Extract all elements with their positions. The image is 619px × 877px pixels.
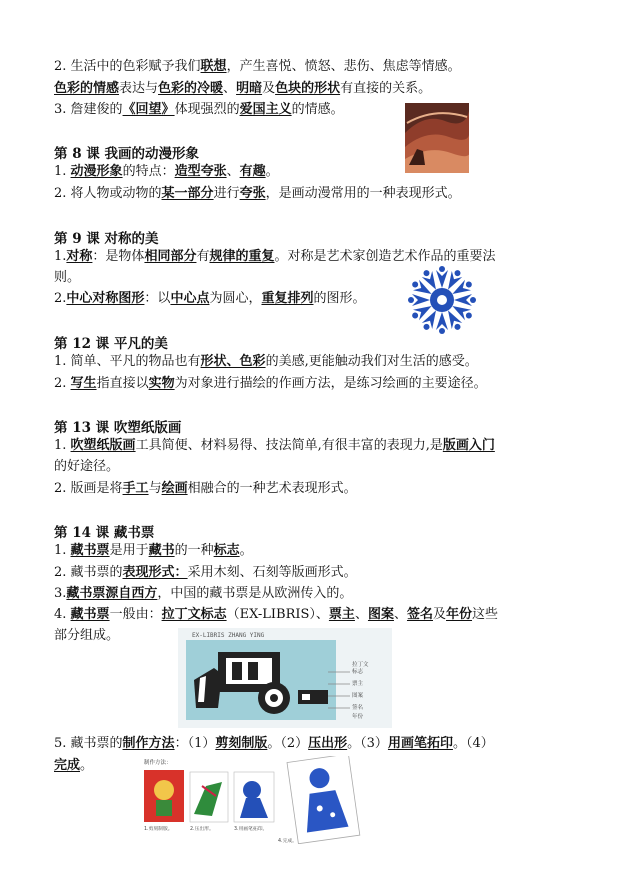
keyword: 压出形 — [308, 736, 348, 751]
keyword: 形状、色彩 — [200, 354, 266, 369]
lesson-heading: 第 14 课 藏书票 — [54, 525, 155, 541]
bookplate-label: 图案 — [352, 693, 364, 699]
keyword: 动漫形象 — [70, 164, 123, 179]
keyword: 某一部分 — [161, 186, 214, 201]
lesson-heading: 第 12 课 平凡的美 — [54, 336, 168, 352]
keyword: 《回望》 — [122, 102, 175, 117]
keyword: 中心对称图形 — [66, 291, 145, 306]
keyword: 规律的重复 — [209, 249, 275, 264]
keyword: 藏书票 — [70, 607, 110, 622]
keyword: 对称 — [66, 249, 93, 264]
text-line: 部分组成。 — [54, 628, 120, 643]
text-line: 2. 生活中的色彩赋予我们联想，产生喜悦、愤怒、悲伤、焦虑等情感。 — [54, 59, 461, 74]
text-line: 1. 吹塑纸版画工具简便、材料易得、技法简单,有很丰富的表现力,是版画入门 — [54, 438, 495, 453]
keyword: 夸张 — [239, 186, 266, 201]
text-line: 2.中心对称图形：以中心点为圆心，重复排列的图形。 — [54, 291, 366, 306]
text-line: 则。 — [54, 270, 81, 285]
keyword: 手工 — [122, 481, 149, 496]
text-line: 1. 藏书票是用于藏书的一种标志。 — [54, 543, 253, 558]
keyword: 造型夸张 — [174, 164, 227, 179]
bookplate-label: 拉丁文 — [352, 662, 369, 668]
keyword: 吹塑纸版画 — [70, 438, 136, 453]
text-line: 4. 藏书票一般由：拉丁文标志（EX-LIBRIS）、票主、图案、签名及年份这些 — [54, 607, 499, 622]
text-line: 2. 写生指直接以实物为对象进行描绘的作画方法，是练习绘画的主要途径。 — [54, 376, 487, 391]
keyword: 绘画 — [161, 481, 188, 496]
keyword: 版画入门 — [442, 438, 495, 453]
bookplate-label: 签名 — [352, 705, 364, 711]
bookplate-label: 年份 — [352, 714, 364, 720]
lesson-heading: 第 13 课 吹塑纸版画 — [54, 420, 182, 436]
text-line: 1. 动漫形象的特点：造型夸张、有趣。 — [54, 164, 279, 179]
keyword: 中心点 — [170, 291, 210, 306]
lesson-heading: 第 9 课 对称的美 — [54, 231, 159, 247]
step-caption: 4.完成。 — [278, 839, 297, 844]
keyword: 有趣 — [239, 164, 266, 179]
text-line: 2. 藏书票的表现形式：采用木刻、石刻等版画形式。 — [54, 565, 357, 580]
keyword: 标志 — [213, 543, 240, 558]
text-line: 3.藏书票源自西方，中国的藏书票是从欧洲传入的。 — [54, 586, 353, 601]
keyword: 制作方法 — [122, 736, 175, 751]
keyword: 实物 — [148, 376, 175, 391]
keyword: 明暗 — [236, 81, 263, 96]
keyword: 完成 — [54, 758, 81, 773]
text-line: 5. 藏书票的制作方法：（1）剪刻制版。（2）压出形。（3）用画笔拓印。（4） — [54, 736, 494, 751]
keyword: 色彩的情感 — [54, 81, 120, 96]
step-caption: 2.压出形。 — [190, 827, 214, 832]
text-line: 色彩的情感表达与色彩的冷暖、明暗及色块的形状有直接的关系。 — [54, 81, 432, 96]
keyword: 藏书票源自西方 — [66, 586, 158, 601]
keyword: 藏书票 — [70, 543, 110, 558]
step-caption: 1.剪刻制版。 — [144, 827, 173, 832]
keyword: 爱国主义 — [239, 102, 292, 117]
text-line: 1. 简单、平凡的物品也有形状、色彩的美感,更能触动我们对生活的感受。 — [54, 354, 478, 369]
bookplate-image — [178, 628, 392, 728]
steps-title: 制作方法： — [144, 760, 172, 766]
keyword: 用画笔拓印 — [387, 736, 453, 751]
keyword: 藏书 — [148, 543, 175, 558]
keyword: 拉丁文标志 — [161, 607, 227, 622]
keyword: 联想 — [200, 59, 227, 74]
huiwang-painting-image — [405, 103, 469, 173]
bookplate-label: 标志 — [352, 669, 364, 675]
keyword: 表现形式： — [122, 565, 188, 580]
text-line: 1.对称：是物体相同部分有规律的重复。对称是艺术家创造艺术作品的重要法 — [54, 249, 496, 264]
text-line: 2. 将人物或动物的某一部分进行夸张，是画动漫常用的一种表现形式。 — [54, 186, 461, 201]
text-line: 的好途径。 — [54, 459, 120, 474]
keyword: 图案 — [367, 607, 394, 622]
text-line: 2. 版画是将手工与绘画相融合的一种艺术表现形式。 — [54, 481, 357, 496]
keyword: 签名 — [406, 607, 433, 622]
step-caption: 3.用画笔拓印。 — [234, 827, 268, 832]
lesson-heading: 第 8 课 我画的动漫形象 — [54, 146, 199, 162]
keyword: 色块的形状 — [275, 81, 341, 96]
keyword: 年份 — [446, 607, 473, 622]
keyword: 写生 — [70, 376, 97, 391]
making-steps-image — [142, 756, 362, 844]
symmetric-papercut-image — [402, 266, 482, 334]
keyword: 票主 — [328, 607, 355, 622]
bookplate-banner: EX-LIBRIS ZHANG YING — [192, 632, 265, 639]
keyword: 相同部分 — [144, 249, 197, 264]
bookplate-label: 票主 — [352, 681, 364, 687]
text-line: 3. 詹建俊的《回望》体现强烈的爱国主义的情感。 — [54, 102, 344, 117]
keyword: 色彩的冷暖 — [158, 81, 224, 96]
keyword: 剪刻制版 — [215, 736, 268, 751]
keyword: 重复排列 — [261, 291, 314, 306]
text-line: 完成。 — [54, 758, 94, 773]
